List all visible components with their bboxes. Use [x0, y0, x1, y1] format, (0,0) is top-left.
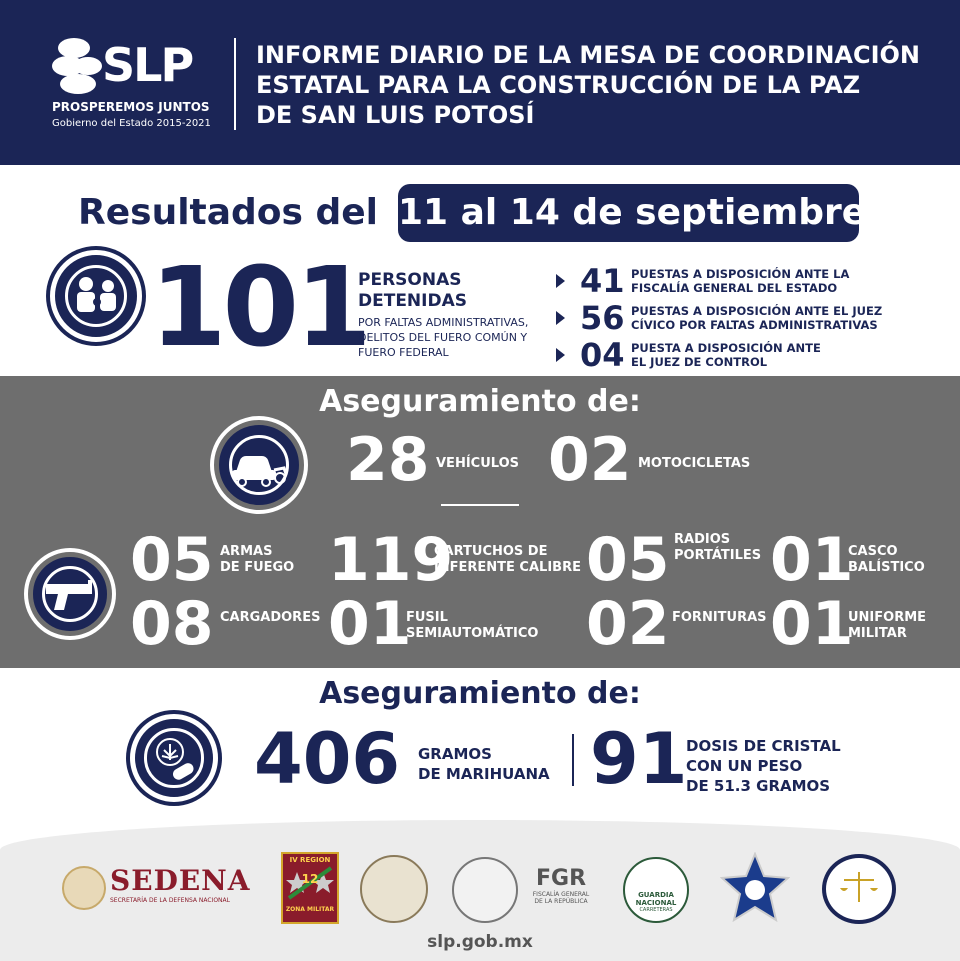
weapon-label — [406, 610, 538, 642]
marijuana-value: 406 — [254, 718, 401, 800]
weapon-label — [672, 610, 767, 626]
region-number: 12 — [301, 872, 319, 886]
breakdown-text — [631, 341, 911, 369]
region-bottom: ZONA MILITAR — [285, 906, 335, 913]
arrow-right-icon — [556, 348, 565, 362]
breakdown-text — [631, 304, 911, 332]
title-line-1: INFORME DIARIO DE LA MESA DE COORDINACIÓN — [256, 41, 921, 69]
weapon-value: 05 — [586, 525, 670, 595]
weapon-icon-circle — [28, 552, 112, 636]
breakdown-text — [631, 267, 911, 295]
weapon-value: 01 — [328, 589, 412, 659]
detained-label-2: DETENIDAS — [358, 291, 467, 311]
estados-unidos-mexicanos-seal-icon — [452, 857, 518, 923]
marijuana-pills-icon — [130, 714, 218, 802]
weapon-value: 02 — [586, 589, 670, 659]
weapon-label — [848, 544, 925, 576]
breakdown-value: 04 — [580, 336, 625, 374]
weapon-value: 08 — [130, 589, 214, 659]
military-zone-badge — [281, 852, 339, 924]
weapon-value: 01 — [770, 525, 854, 595]
arrow-right-icon — [556, 274, 565, 288]
drugs-divider — [572, 734, 574, 786]
sedena-subtitle: SECRETARÍA DE LA DEFENSA NACIONAL — [110, 897, 230, 904]
weapon-label-line: DE FUEGO — [220, 560, 295, 575]
weapon-label-line: CARTUCHOS DE — [434, 544, 548, 559]
breakdown-value: 41 — [580, 262, 625, 300]
weapon-label-line: ARMAS — [220, 544, 273, 559]
slp-logo — [48, 36, 223, 136]
handcuffed-person-icon — [50, 250, 142, 342]
section-divider — [441, 504, 519, 506]
weapon-label-line: MILITAR — [848, 626, 907, 641]
weapon-label-line: CASCO — [848, 544, 898, 559]
weapon-value: 05 — [130, 525, 214, 595]
vehicles-value: 28 — [346, 425, 430, 495]
guardia-nacional-seal-icon — [360, 855, 428, 923]
weapon-label — [220, 544, 294, 576]
breakdown-row-2 — [556, 299, 896, 337]
car-motorcycle-icon — [214, 420, 304, 510]
detained-label-1: PERSONAS — [358, 270, 462, 290]
crystal-label-line: CON UN PESO — [686, 757, 803, 775]
breakdown-row-3 — [556, 336, 896, 374]
marijuana-label-line: GRAMOS — [418, 745, 492, 763]
fgr-subtitle: FISCALÍA GENERAL — [532, 891, 590, 898]
mexico-seal-icon — [62, 866, 106, 910]
breakdown-line: PUESTAS A DISPOSICIÓN ANTE EL JUEZ — [631, 304, 883, 318]
guardia-nacional-carreteras-logo — [623, 857, 689, 923]
gn-line: GUARDIA — [638, 891, 674, 899]
weapon-label-line: UNIFORME — [848, 610, 927, 625]
weapon-value: 119 — [328, 525, 454, 595]
weapon-value: 01 — [770, 589, 854, 659]
weapon-label — [674, 532, 761, 564]
slp-leaf-icon — [50, 36, 110, 96]
detained-detail-1: POR FALTAS ADMINISTRATIVAS, — [358, 316, 529, 329]
weapon-label — [220, 610, 320, 626]
police-star-icon — [720, 852, 790, 924]
fiscalia-estado-seal-icon — [822, 854, 896, 924]
crystal-value: 91 — [590, 718, 688, 800]
logo-subtitle: Gobierno del Estado 2015-2021 — [52, 118, 211, 129]
results-label: Resultados del — [78, 192, 379, 233]
marijuana-label — [418, 744, 550, 784]
weapon-label-line: RADIOS — [674, 532, 731, 547]
fgr-logo — [524, 866, 598, 905]
vehicle-icon-circle — [214, 420, 304, 510]
breakdown-row-1 — [556, 262, 896, 300]
breakdown-value: 56 — [580, 299, 625, 337]
logo-tagline: PROSPEREMOS JUNTOS — [52, 100, 210, 114]
weapon-label — [434, 544, 581, 576]
region-top: IV REGION — [289, 856, 331, 864]
gn-line: CARRETERAS — [639, 907, 673, 913]
sedena-logo: SEDENA — [110, 864, 251, 897]
motorcycles-label: MOTOCICLETAS — [638, 456, 751, 471]
weapon-label-line: CARGADORES — [220, 610, 321, 625]
date-range: 11 al 14 de septiembre — [398, 184, 859, 242]
detained-detail-2: DELITOS DEL FUERO COMÚN Y — [358, 331, 528, 344]
scales-of-justice-icon — [826, 858, 892, 920]
weapon-label-line: FUSIL — [406, 610, 448, 625]
header-divider — [234, 38, 236, 130]
page-title — [256, 40, 936, 130]
breakdown-line: EL JUEZ DE CONTROL — [631, 355, 768, 369]
drugs-icon-circle — [130, 714, 218, 802]
footer-url[interactable]: slp.gob.mx — [427, 932, 533, 952]
breakdown-line: PUESTAS A DISPOSICIÓN ANTE LA — [631, 267, 850, 281]
crystal-label-line: DOSIS DE CRISTAL — [686, 737, 841, 755]
title-line-3: DE SAN LUIS POTOSÍ — [256, 101, 535, 129]
arrow-right-icon — [556, 311, 565, 325]
breakdown-line: FISCALÍA GENERAL DEL ESTADO — [631, 281, 838, 295]
fgr-text: FGR — [535, 866, 587, 891]
detained-icon-circle — [50, 250, 142, 342]
pistol-icon — [28, 552, 112, 636]
marijuana-label-line: DE MARIHUANA — [418, 765, 550, 783]
weapon-label — [848, 610, 926, 642]
fgr-subtitle: DE LA REPÚBLICA — [534, 898, 588, 905]
motorcycles-value: 02 — [548, 425, 632, 495]
weapon-label-line: DIFERENTE CALIBRE — [434, 560, 581, 575]
title-line-2: ESTATAL PARA LA CONSTRUCCIÓN DE LA PAZ — [256, 71, 861, 99]
breakdown-line: CÍVICO POR FALTAS ADMINISTRATIVAS — [631, 318, 878, 332]
seizure-title-1: Aseguramiento de: — [319, 384, 641, 419]
header-banner — [0, 0, 960, 165]
breakdown-line: PUESTA A DISPOSICIÓN ANTE — [631, 341, 821, 355]
vehicles-label: VEHÍCULOS — [436, 456, 519, 471]
weapon-label-line: BALÍSTICO — [848, 560, 925, 575]
weapon-label-line: SEMIAUTOMÁTICO — [406, 626, 539, 641]
detained-detail-3: FUERO FEDERAL — [358, 346, 449, 359]
gn-line: NACIONAL — [635, 899, 677, 907]
seizure-title-2: Aseguramiento de: — [319, 676, 641, 711]
weapon-label-line: PORTÁTILES — [674, 548, 762, 563]
crystal-label-line: DE 51.3 GRAMOS — [686, 777, 831, 795]
weapon-label-line: FORNITURAS — [672, 610, 767, 625]
detained-total: 101 — [150, 243, 368, 371]
logo-text: SLP — [102, 38, 193, 92]
crystal-label — [686, 736, 841, 796]
